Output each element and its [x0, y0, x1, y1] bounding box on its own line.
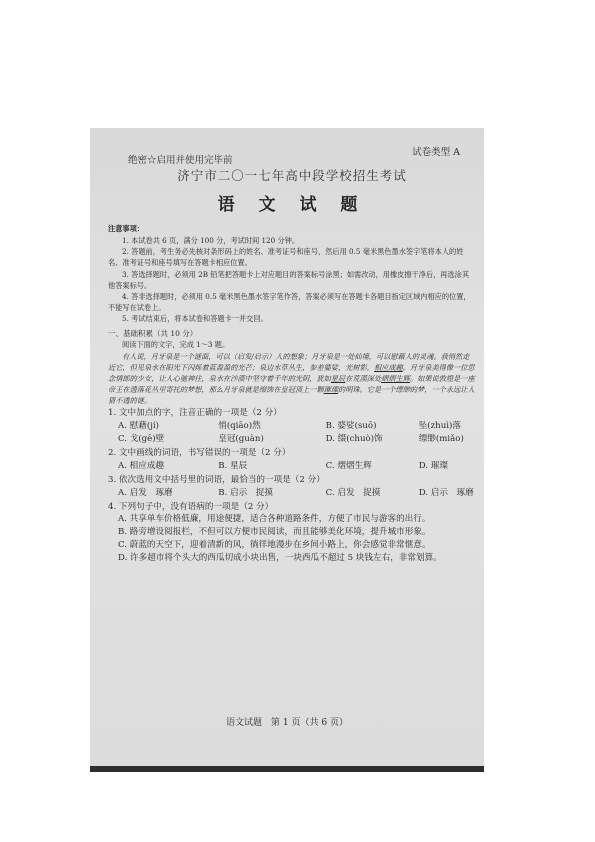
options [108, 487, 476, 500]
passage-fragment: 。如果说敦煌是一座帝王在遗落花丛里寄托的梦想，那么月牙泉就是缀饰在皇冠顶上一颗 [108, 373, 475, 395]
note-item: 1. 本试卷共 6 页，满分 100 分，考试时间 120 分钟。 [122, 236, 300, 246]
exam-title: 济宁市二〇一七年高中段学校招生考试 [177, 168, 407, 183]
option-line: A. 共享单车价格低廉，用途便捷，适合各种道路条件，方便了市民与游客的出行。 [118, 514, 431, 525]
passage-fragment: 有人说，月牙泉是一个谜面，可以（启发/启示）人的想象；月牙泉是一处仙境，可以慰藉人的灵魂。我悄然走近它， [108, 351, 470, 372]
question-stem: 1. 文中加点的字，注音正确的一项是（2 分） [108, 408, 282, 419]
option: B. 婆娑(suō) [325, 421, 377, 432]
question-stem: 3. 依次选用文中括号里的词语，最恰当的一项是（2 分） [108, 474, 325, 485]
underlined-word: 璀璨 [323, 385, 339, 395]
passage-instruction: 阅读下面的文字，完成 1～3 题。 [122, 340, 230, 350]
option-line: B. 路旁增设阅报栏，不但可以方便市民阅读，而且能够美化环境，提升城市形象。 [118, 527, 431, 538]
option: A. 启发 琢磨 [118, 487, 173, 498]
question-1 [108, 407, 476, 446]
option: C. 熠熠生辉 [325, 460, 372, 471]
note-item: 3. 答选择题时，必须用 2B 铅笔把答题卡上对应题目的答案标号涂黑；如需改动，用橡皮擦干净后，再选涂其他答案标号。 [108, 269, 470, 290]
option: 缥缈(miǎo) [418, 434, 464, 445]
option: D. 璀璨 [418, 460, 448, 471]
page-footer: 语文试题 第 1 页（共 6 页） [226, 718, 348, 728]
passage-fragment: 的明珠。它是一个缥缈的梦，一个永远让人猜不透的谜。 [108, 385, 475, 406]
underlined-word: 相应成趣 [373, 362, 403, 372]
confidential-label: 绝密☆启用并使用完毕前 [128, 155, 233, 166]
underlined-word: 熠熠生辉 [381, 373, 410, 383]
note-item: 2. 答题前，考生务必先核对条形码上的姓名、准考证号和座号，然后用 0.5 毫米黑色墨水签字笔将本人的姓名、准考证号和座号填写在答题卡相应位置。 [108, 247, 464, 268]
passage-text [108, 351, 476, 407]
note-item: 5. 考试结束后，将本试卷和答题卡一并交回。 [122, 314, 268, 324]
question-stem: 4. 下列句子中，没有语病的一项是（2 分） [108, 501, 274, 512]
passage [108, 339, 476, 406]
option: A. 慰藉(jí) [118, 421, 159, 432]
question-2 [108, 447, 476, 473]
option: A. 相应成趣 [118, 460, 165, 471]
question-4 [108, 501, 476, 565]
options [108, 420, 476, 446]
option: D. 缀(chuò)饰 [325, 434, 383, 445]
exam-sheet [90, 128, 484, 772]
paper-type-label: 试卷类型 A [412, 147, 460, 158]
option: 坠(zhuì)落 [418, 421, 461, 432]
option: C. 启发 捉摸 [325, 487, 381, 498]
header [108, 138, 476, 166]
note-item: 4. 答非选择题时，必须用 0.5 毫米黑色墨水签字笔作答，答案必须写在答题卡各题目指定区域内相应的位置，不能写在试卷上。 [108, 291, 471, 313]
option: B. 星辰 [218, 460, 248, 471]
notes-title: 注意事项： [108, 224, 144, 233]
option: D. 启示 琢磨 [418, 487, 474, 498]
passage-fragment: 在荒漠深处 [345, 373, 382, 383]
options [108, 460, 476, 473]
option-line: D. 许多超市将个头大的西瓜切成小块出售，一块西瓜不超过 5 块钱左右，非常划算。 [118, 553, 442, 564]
passage-fragment: 但见泉水在阳光下闪烁着蓝盈盈的光芒；泉边水草丛生，参差婆娑，光树影， [129, 362, 374, 372]
question-stem: 2. 文中画线的词语，书写错误的一项是（2 分） [108, 448, 291, 459]
notes [108, 223, 476, 324]
section-title: 一、基础积累（共 10 分） [108, 329, 198, 339]
subject-title: 语 文 试 题 [217, 195, 367, 215]
option-line: C. 蔚蓝的天空下，迎着清新的风，徜徉地漫步在乡间小路上，你会感觉非常惬意。 [118, 540, 431, 551]
option: 皇冠(guàn) [218, 434, 264, 445]
question-3 [108, 474, 476, 500]
option: 悄(qiāo)然 [218, 421, 261, 432]
option: B. 启示 捉摸 [218, 487, 273, 498]
underlined-word: 星辰 [330, 373, 346, 383]
option: C. 戈(gē)壁 [118, 434, 165, 445]
passage-fragment: 。月牙泉美得像一位思念情郎的少女，让人心驰神往，泉水在沙漠中坚守着千年的光阴，犹如 [108, 362, 475, 383]
